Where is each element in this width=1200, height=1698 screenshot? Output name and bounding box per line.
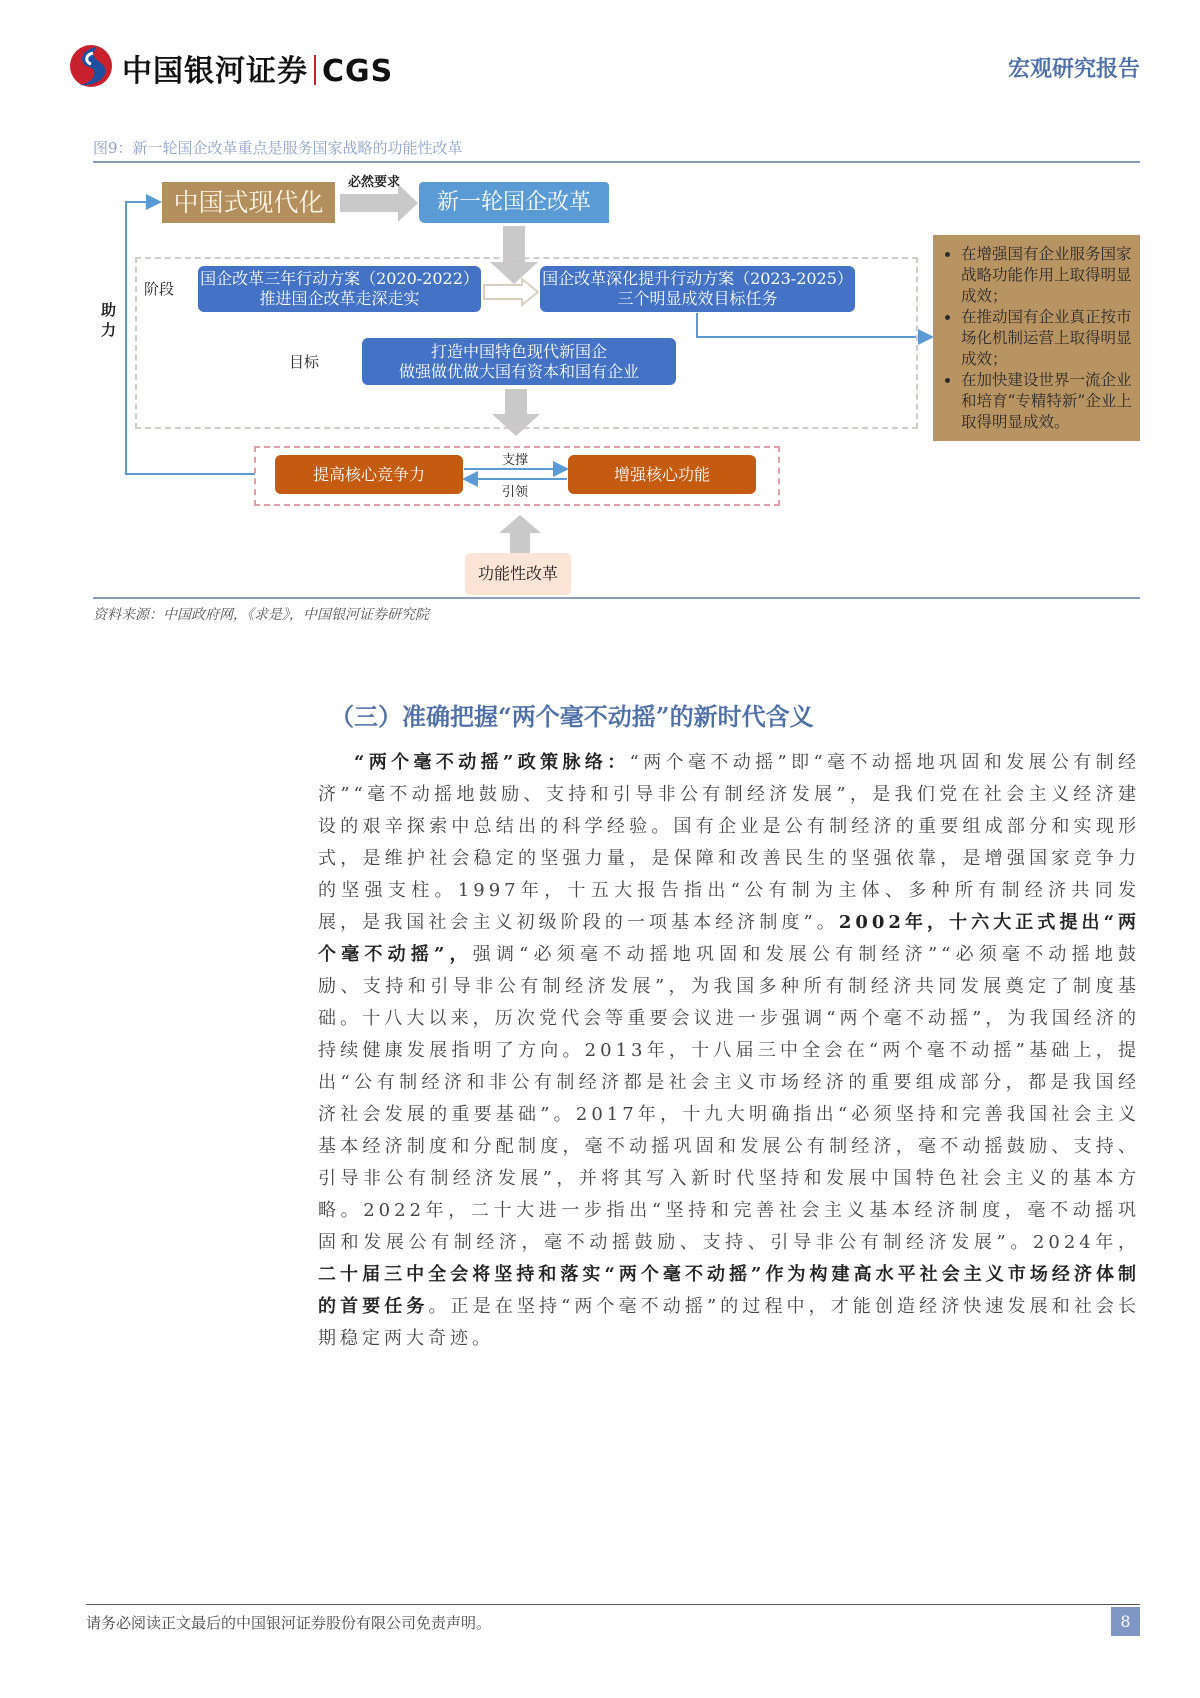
- targets-list: [933, 244, 1140, 433]
- goal-line2: 做强做优做大国有资本和国有企业: [398, 361, 639, 381]
- footer-rule: [86, 1604, 1140, 1605]
- para-text: “两个毫不动摇”即“毫不动摇地巩固和发展公有制经济”“毫不动摇地鼓励、支持和引导非公有制经济发展”，是我们党在社会主义经济建设的艰辛探索中总结出的科学经验。国有企业是公有制经济的重要组成部分和实现形式，是维护社会稳定的坚强力量，是保障和改善民生的坚强依靠，是增强国家竞争力的坚强支柱。1997年，十五大报告指出“公有制为主体、多种所有制经济共同发展，是我国社会主义初级阶段的一项基本经济制度”。: [318, 752, 1140, 933]
- new-reform-box: 新一轮国企改革: [419, 182, 609, 223]
- target-item: • 在加快建设世界一流企业和培育“专精特新”企业上取得明显成效。: [961, 370, 1132, 433]
- plan2-title: 国企改革深化提升行动方案（2023-2025）: [542, 269, 853, 288]
- brand-cn: 中国银河证券: [122, 54, 308, 89]
- target-item: • 在推动国有企业真正按市场化机制运营上取得明显成效；: [961, 307, 1132, 370]
- plan1-title: 国企改革三年行动方案（2020-2022）: [200, 269, 479, 288]
- para-bold: 二十届三中全会将坚持和落实“两个毫不动摇”作为构建高水平社会主义市场经济体制的首要任务: [318, 1264, 1141, 1317]
- lead-label: 引领: [502, 485, 529, 500]
- arrow-up-gray: [499, 515, 541, 553]
- support-label: 支撑: [502, 453, 529, 468]
- goal-line1: 打造中国特色现代新国企: [430, 341, 607, 361]
- plan2-subtitle: 三个明显成效目标任务: [617, 289, 778, 308]
- para-bold: 2002年，十六大正式提出“两个毫不动摇”，: [318, 912, 1140, 965]
- report-type: 宏观研究报告: [1007, 56, 1140, 82]
- brand-en: CGS: [322, 54, 394, 89]
- inevitable-label: 必然要求: [348, 175, 401, 190]
- modernization-box: 中国式现代化: [162, 182, 335, 223]
- plan-2020-2022-box: [198, 266, 481, 312]
- competitiveness-box: 提高核心竞争力: [275, 455, 463, 494]
- plan1-subtitle: 推进国企改革走深走实: [259, 289, 420, 308]
- page-number: 8: [1111, 1607, 1140, 1636]
- footer-disclaimer: 请务必阅读正文最后的中国银河证券股份有限公司免责声明。: [86, 1614, 492, 1632]
- targets-box: [933, 235, 1140, 441]
- section-heading: （三）准确把握“两个毫不动摇”的新时代含义: [330, 702, 814, 731]
- body-paragraph: [318, 747, 1140, 1355]
- para-text: 强调“必须毫不动摇地巩固和发展公有制经济”“必须毫不动摇地鼓励、支持和引导非公有制经济发展”，为我国多种所有制经济共同发展奠定了制度基础。十八大以来，历次党代会等重要会议进一步强调“两个毫不动摇”，为我国经济的持续健康发展指明了方向。2013年，十八届三中全会在“两个毫不动摇”基础上，提出“公有制经济和非公有制经济都是社会主义市场经济的重要组成部分，都是我国经济社会发展的重要基础”。2017年，十九大明确指出“必须坚持和完善我国社会主义基本经济制度和分配制度，毫不动摇巩固和发展公有制经济，毫不动摇鼓励、支持、引导非公有制经济发展”，并将其写入新时代坚持和发展中国特色社会主义的基本方略。2022年，二十大进一步指出“坚持和完善社会主义基本经济制度，毫不动摇巩固和发展公有制经济，毫不动摇鼓励、支持、引导非公有制经济发展”。2024年，: [318, 944, 1140, 1253]
- core-function-box: 增强核心功能: [568, 455, 756, 494]
- assist-label: 助力: [101, 301, 117, 339]
- figure-caption: 图9：新一轮国企改革重点是服务国家战略的功能性改革: [93, 139, 463, 157]
- plan-2023-2025-box: [540, 266, 855, 312]
- stage-label: 阶段: [144, 280, 175, 298]
- goal-box: [362, 338, 676, 385]
- target-item: • 在增强国有企业服务国家战略功能作用上取得明显成效；: [961, 244, 1132, 307]
- figure-bottom-rule: [93, 597, 1140, 599]
- figure-source: 资料来源：中国政府网，《求是》，中国银河证券研究院: [93, 607, 429, 623]
- goal-label: 目标: [289, 353, 320, 371]
- para-text: 。正是在坚持“两个毫不动摇”的过程中，才能创造经济快速发展和社会长期稳定两大奇迹。: [318, 1296, 1141, 1349]
- functional-reform-box: 功能性改革: [465, 553, 571, 595]
- para-bold: “两个毫不动摇”政策脉络：: [354, 752, 630, 773]
